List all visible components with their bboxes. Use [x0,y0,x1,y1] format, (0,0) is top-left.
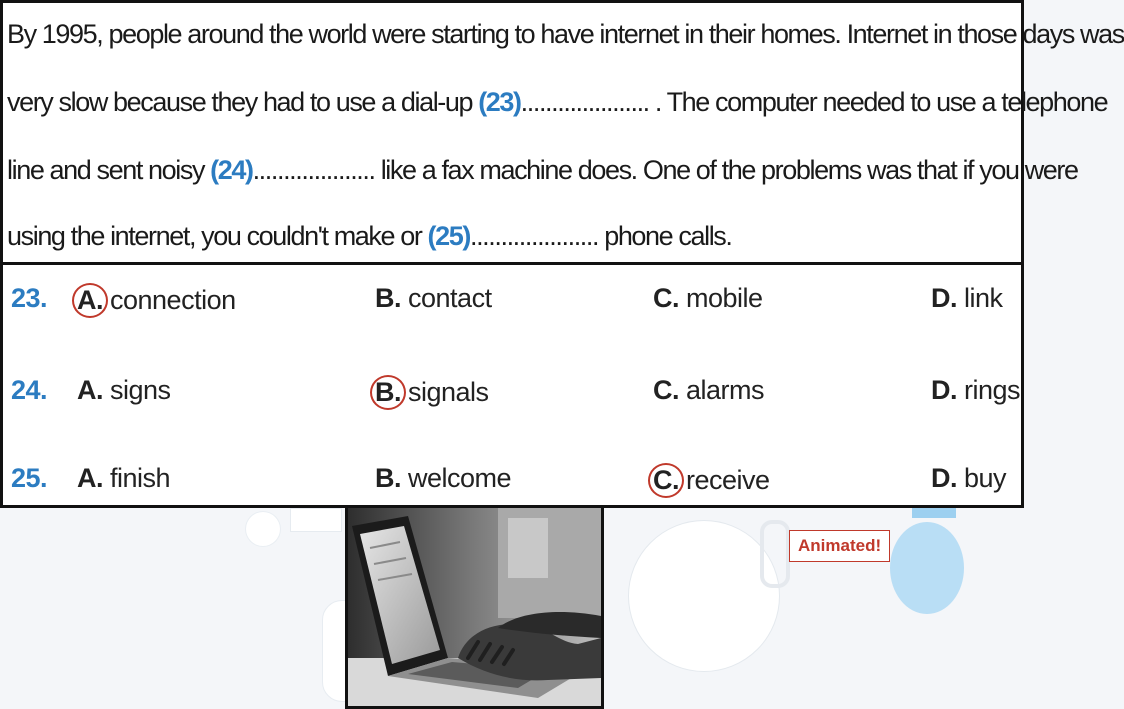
option-text: contact [408,283,492,313]
animated-badge: Animated! [789,530,890,562]
option-23-d[interactable] [931,283,1003,314]
background-decoration [890,522,964,614]
option-text: welcome [408,463,512,493]
question-number: 25. [11,463,48,493]
option-25-b[interactable] [375,463,511,494]
option-letter: A. [77,463,103,493]
option-25-a[interactable] [77,463,170,494]
blank-number-24: (24) [210,155,253,185]
question-row-24 [3,369,1021,419]
option-letter: C. [653,283,679,313]
question-number: 23. [11,283,48,313]
option-24-a[interactable] [77,375,171,406]
option-24-b[interactable] [375,375,489,410]
laptop-typing-photo [345,505,604,709]
option-text: alarms [686,375,765,405]
option-letter: D. [931,463,957,493]
option-25-c[interactable] [653,463,770,498]
selected-answer-circle: C. [648,463,684,498]
option-text: signs [110,375,171,405]
option-23-c[interactable] [653,283,763,314]
background-decoration [628,520,780,672]
option-letter: A. [77,375,103,405]
blank-number-25: (25) [427,221,470,251]
question-row-23 [3,277,1021,327]
option-text: rings [964,375,1021,405]
question-number: 24. [11,375,48,405]
option-text: signals [408,377,489,407]
blank-number-23: (23) [478,87,521,117]
option-text: link [964,283,1003,313]
option-text: buy [964,463,1007,493]
passage-line-4 [7,219,732,253]
option-25-d[interactable] [931,463,1006,494]
selected-answer-circle: A. [72,283,108,318]
option-letter: B. [375,283,401,313]
option-24-d[interactable] [931,375,1020,406]
option-letter: D. [931,375,957,405]
question-row-25 [3,457,1021,507]
passage-line-3 [7,153,1078,187]
option-text: finish [110,463,171,493]
passage-text: line and sent noisy [7,155,211,185]
background-decoration [290,508,342,532]
option-24-c[interactable] [653,375,764,406]
option-text: connection [110,285,236,315]
option-text: receive [686,465,770,495]
option-letter: B. [375,463,401,493]
background-decoration [760,520,790,588]
passage-line-1: By 1995, people around the world were starting to have internet in their homes. Internet in those days was [7,19,1124,49]
passage-text: ..................... . The computer needed to use a telephone [520,87,1108,117]
passage-text: .................... like a fax machine does. One of the problems was that if you were [252,155,1078,185]
option-letter: C. [653,375,679,405]
option-text: mobile [686,283,763,313]
passage-line-2 [7,85,1107,119]
passage-text: using the internet, you couldn't make or [7,221,428,251]
reading-passage [0,0,1124,266]
passage-text: ..................... phone calls. [469,221,732,251]
option-23-b[interactable] [375,283,492,314]
background-decoration [246,512,280,546]
laptop-illustration [348,508,601,706]
answer-options-table [0,262,1024,508]
option-23-a[interactable] [77,283,236,318]
passage-text: very slow because they had to use a dial-up [7,87,479,117]
selected-answer-circle: B. [370,375,406,410]
option-letter: D. [931,283,957,313]
